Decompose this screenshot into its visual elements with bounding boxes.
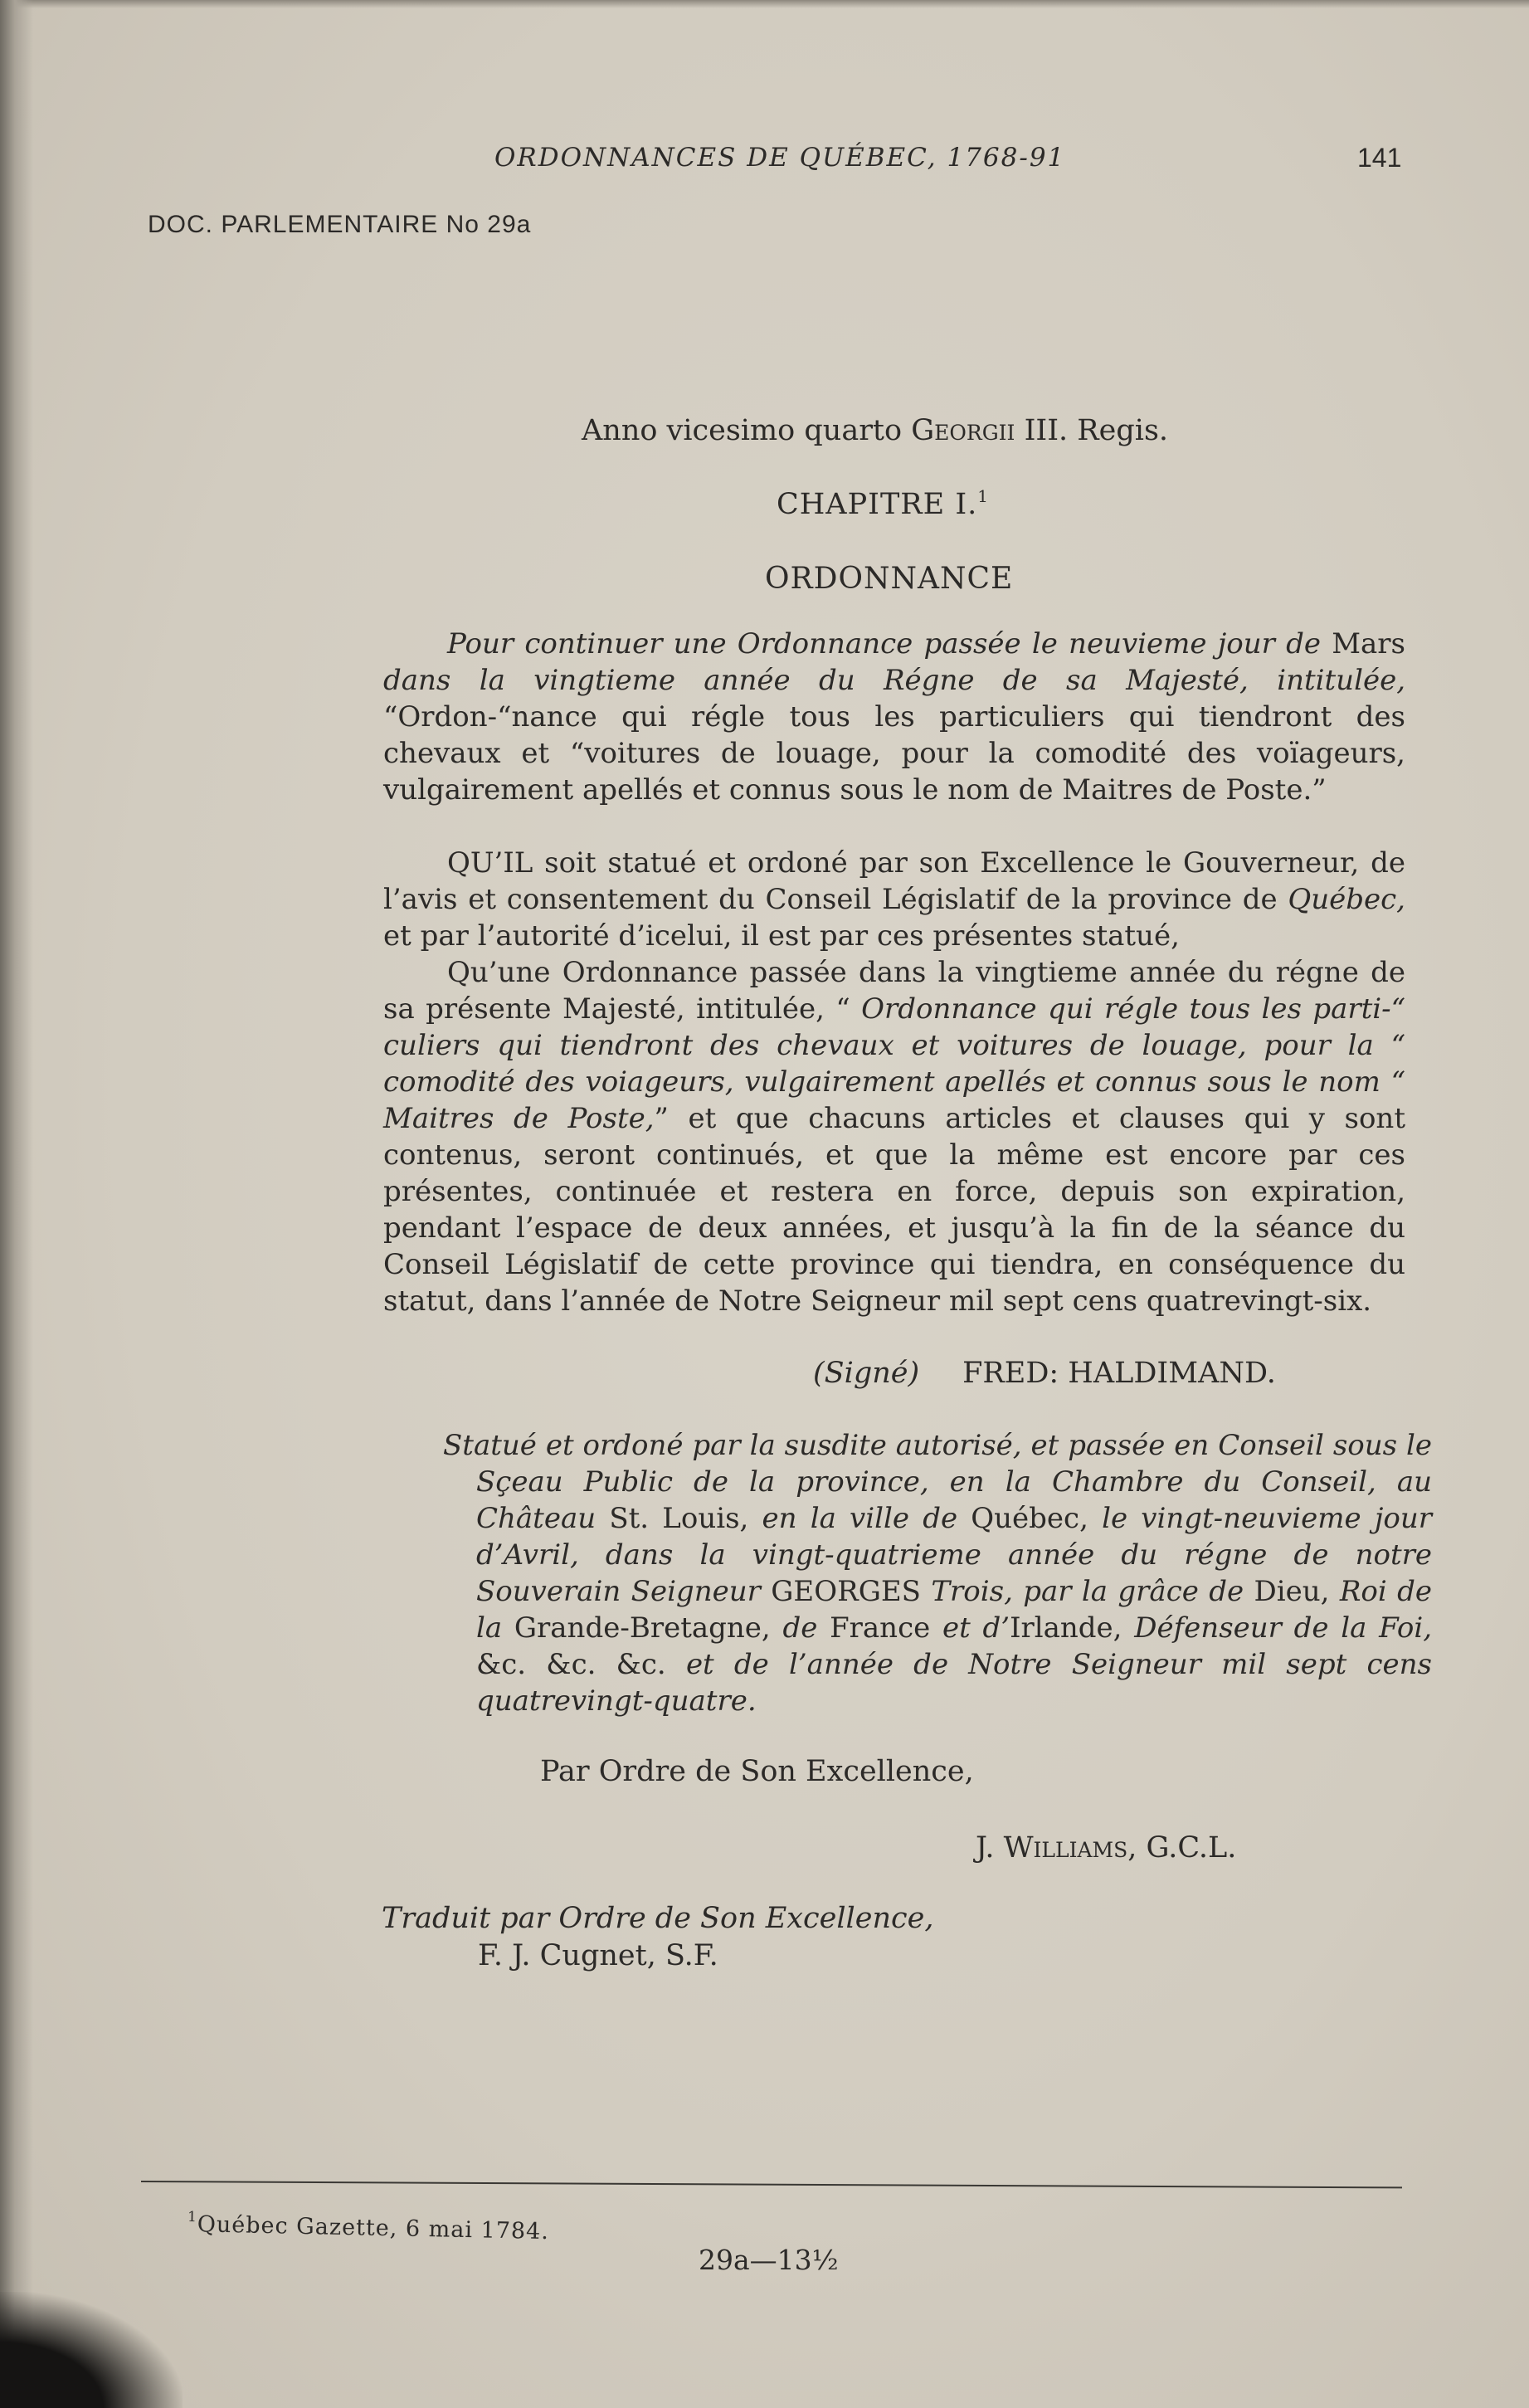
footnote-mark: 1 [187, 2209, 198, 2226]
secretary-initial: J. [976, 1831, 1004, 1864]
translated-by-line: Traduit par Ordre de Son Excellence, [382, 1902, 934, 1935]
binding-shadow [0, 0, 33, 2408]
statute-part: France [817, 1611, 942, 1645]
enactment-text-2b: ” et que chacuns articles et clauses qui y sont contenus, seront continués, et que la même est encore par ces présentes, continuée et restera en force, depuis son expiration, pendant l’espace de deux années, et jusqu’à la fin de la séance du Conseil Législatif de cette province qui tiendra, en conséquence du statut, dans l’année de Notre Seigneur mil sept cens quatrevingt-six. [383, 1102, 1405, 1318]
enactment-text-1a: QU’IL soit statué et ordoné par son Excellence le Gouverneur, de l’avis et consentement du Conseil Législatif de la province de [383, 846, 1405, 916]
signed-label: (Signé) [813, 1357, 920, 1390]
chapter-title [777, 486, 989, 521]
statute-part: de [782, 1611, 818, 1645]
statute-part: Trois, par la grâce de [931, 1575, 1244, 1608]
statute-part: en la ville de [762, 1502, 958, 1535]
regnal-prefix: Anno vicesimo quarto [582, 414, 912, 447]
statute-part: GEORGES [760, 1575, 932, 1608]
governor-signature [813, 1357, 1276, 1390]
statute-part: Dieu, [1244, 1575, 1340, 1608]
ordinance-heading: ORDONNANCE [765, 562, 1014, 596]
statute-part: Grande-Bretagne, [502, 1611, 783, 1645]
enactment-text-2a: Qu’une Ordonnance passée dans la vingtieme année du régne de sa présente Majesté, intitulée, “ [383, 956, 1405, 1026]
printer-signature-mark: 29a—13½ [699, 2244, 839, 2276]
enactment-paragraph-1 [383, 845, 1405, 954]
statute-paragraph [443, 1427, 1433, 1719]
preamble-quote: “Ordon-“nance qui régle tous les particuliers qui tiendront des chevaux et “voitures de louage, pour la comodité des voïageurs, vulgairement apellés et connus sous le nom de Maitres de Poste.” [383, 700, 1405, 807]
enactment-paragraph-2 [383, 954, 1405, 1319]
statute-part: Défenseur de la Foi, [1134, 1611, 1433, 1645]
statute-part: Québec, [957, 1502, 1103, 1535]
statute-part: &c. &c. &c. [476, 1648, 686, 1681]
footnote [187, 2209, 550, 2245]
preamble-italic: Pour continuer une Ordonnance passée le neuvieme jour de [447, 627, 1322, 660]
preamble [383, 626, 1405, 808]
statute-part: St. Louis, [596, 1502, 762, 1535]
regnal-king: Georgii [911, 414, 1015, 447]
statute-part: le vingt-neuvieme jour d’Avril, dans la vingt-quatrieme année du régne de notre Souverain Seigneur [476, 1502, 1432, 1608]
statute-part: et d’ [942, 1611, 1010, 1645]
statute-part: Roi de la [476, 1575, 1433, 1645]
statute-part: Statué et ordoné par la susdite autorisé, et passée en Conseil sous le Sçeau Public de la province, en la Chambre du Conseil, au Château [443, 1429, 1432, 1535]
footnote-divider [141, 2181, 1402, 2188]
statute-enactment-clause [443, 1427, 1432, 1719]
preamble-italic-2: dans la vingtieme année du Régne de sa Majesté, intitulée, [383, 664, 1405, 697]
running-title: ORDONNANCES DE QUÉBEC, 1768-91 [494, 143, 1066, 173]
enactment [383, 845, 1405, 1319]
regnal-year-line [582, 414, 1168, 447]
chapter-title-text: CHAPITRE I. [777, 488, 978, 521]
preamble-roman: Mars [1321, 627, 1406, 660]
regnal-suffix: III. Regis. [1015, 414, 1169, 447]
footnote-reference: 1 [977, 486, 990, 506]
translator-name: F. J. Cugnet, S.F. [478, 1939, 718, 1972]
enactment-text-1b: et par l’autorité d’icelui, il est par ces présentes statué, [383, 919, 1180, 953]
governor-name: FRED: HALDIMAND. [962, 1357, 1276, 1390]
enactment-ordinance-title: Ordonnance qui régle tous les parti-“ culiers qui tiendront des chevaux et voitures de louage, pour la “ comodité des voiageurs, vulgairement apellés et connus sous le nom “ Maitres de Poste, [383, 992, 1406, 1135]
secretary-name: Williams [1003, 1831, 1128, 1864]
by-order-line: Par Ordre de Son Excellence, [540, 1755, 974, 1788]
footnote-text: Québec Gazette, 6 mai 1784. [197, 2211, 550, 2245]
page-top-edge [0, 0, 1529, 8]
page-number: 141 [1357, 143, 1402, 173]
statute-part: et de l’année de Notre Seigneur mil sept cens quatrevingt-quatre. [476, 1648, 1433, 1718]
dark-corner [0, 2292, 183, 2408]
document-reference: DOC. PARLEMENTAIRE No 29a [148, 211, 532, 238]
secretary-signature [976, 1831, 1236, 1864]
secretary-title: , G.C.L. [1127, 1831, 1237, 1864]
preamble-paragraph [383, 626, 1405, 808]
enactment-place: Québec, [1288, 883, 1405, 916]
statute-part: Irlande, [1010, 1611, 1135, 1645]
